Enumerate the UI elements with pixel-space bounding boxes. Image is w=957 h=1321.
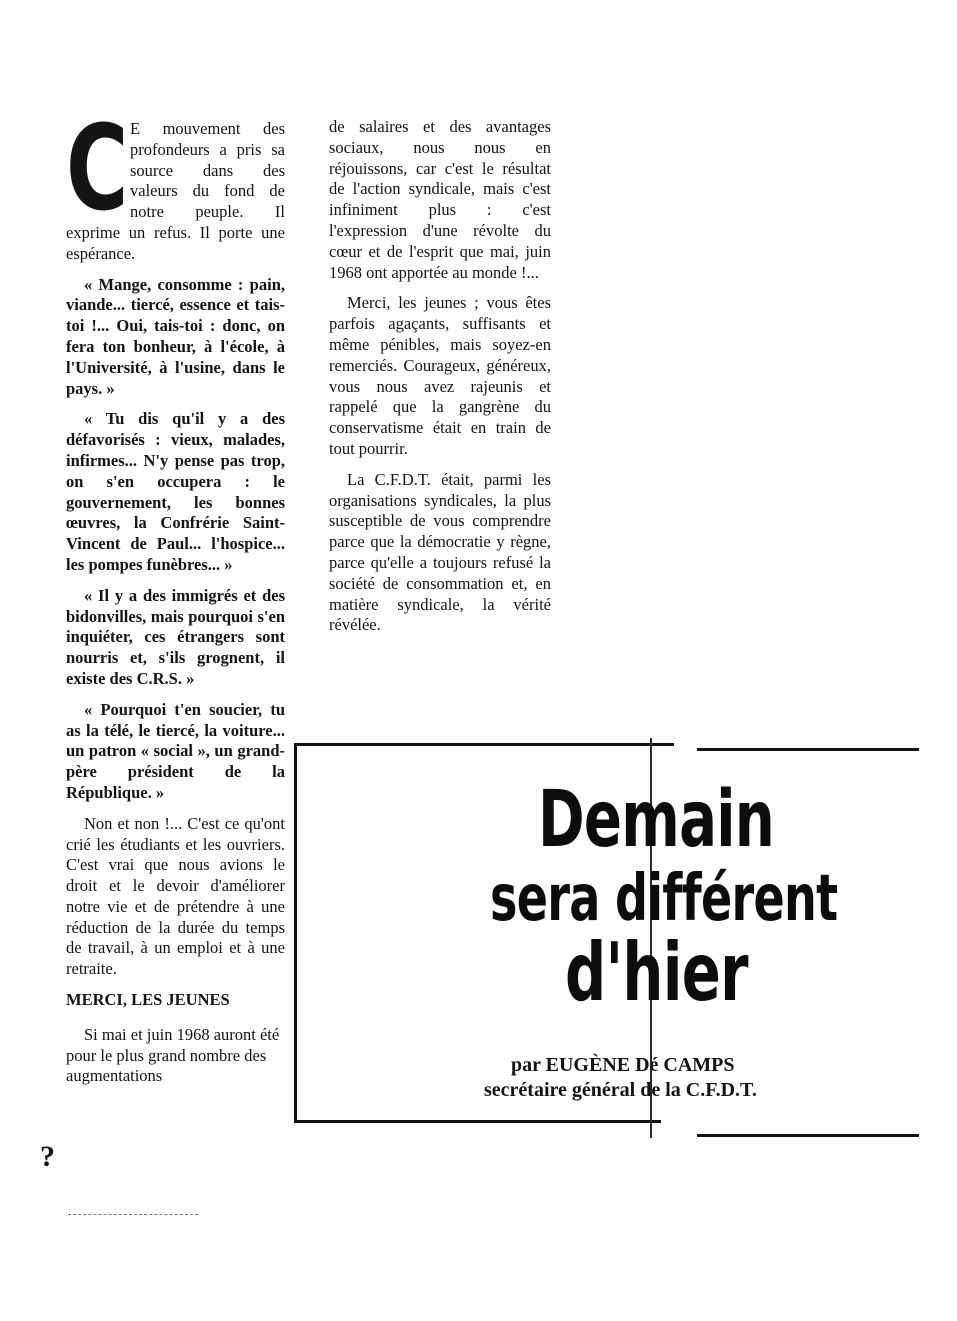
byline-role: secrétaire général de la C.F.D.T.: [484, 1079, 757, 1101]
title-box-top-rule-right: [697, 748, 919, 751]
headline-line-1: Demain: [538, 775, 775, 865]
subheading: MERCI, LES JEUNES: [66, 990, 230, 1010]
quote-4: « Pourquoi t'en soucier, tu as la télé, le tiercé, la voiture... un patron « social », un grand-père président de la République. »: [66, 699, 285, 802]
paragraph-salaires: de salaires et des avantages sociaux, nous nous en réjouissons, car c'est le résultat de l'action syndicale, mais c'est infiniment plus : c'est l'expression d'une révolte du cœur et de l'esprit que mai, juin 1968 ont apportée au monde !...: [329, 117, 551, 282]
smudge-line: [68, 1214, 198, 1215]
headline-line-2: sera différent: [490, 862, 838, 936]
quote-3: « Il y a des immigrés et des bidonvilles, mais pourquoi s'en inquiéter, ces étrangers sont nourris et, s'ils grognent, il existe des C.R.S. »: [66, 585, 285, 688]
paragraph-non-et-non: Non et non !... C'est ce qu'ont crié les étudiants et les ouvriers. C'est vrai que nous avions le droit et le devoir d'améliorer notre vie et de prétendre à une réduction de la durée du temps de travail, à un emploi et à une retraite.: [66, 813, 285, 979]
intro-text: E mouvement des profondeurs a pris sa source dans des valeurs du fond de notre peuple. Il exprime un refus. Il porte une espérance.: [66, 119, 285, 263]
title-box-left-rule: [294, 743, 297, 1122]
title-box-bottom-rule-right: [697, 1134, 919, 1137]
margin-question-mark: ?: [40, 1140, 55, 1173]
article-column-1: [66, 99, 285, 1097]
paragraph-si-mai: Si mai et juin 1968 auront été pour le plus grand nombre des augmentations: [66, 1024, 280, 1086]
title-box-top-rule: [294, 743, 674, 746]
headline-line-3: d'hier: [565, 926, 748, 1019]
drop-cap: C: [66, 99, 127, 237]
paragraph-cfdt: La C.F.D.T. était, parmi les organisations syndicales, la plus susceptible de vous comprendre parce que la démocratie y règne, parce qu'elle a toujours refusé la société de consommation et, en matière syndicale, la vérité révélée.: [329, 469, 551, 635]
title-box-bottom-rule: [294, 1120, 661, 1123]
intro-paragraph: [66, 99, 285, 265]
quote-1: « Mange, consomme : pain, viande... tiercé, essence et tais-toi !... Oui, tais-toi : donc, on fera ton bonheur, à l'école, à l'Université, à l'usine, dans le pays. »: [66, 274, 285, 398]
paragraph-merci: Merci, les jeunes ; vous êtes parfois agaçants, suffisants et même pénibles, mais soyez-en remerciés. Courageux, généreux, vous nous avez rajeunis et rappelé que la gangrène du conservatisme était en train de tout pourrir.: [329, 293, 551, 458]
article-column-2: [329, 117, 551, 646]
quote-2: « Tu dis qu'il y a des défavorisés : vieux, malades, infirmes... N'y pense pas trop, on s'en occupera : le gouvernement, les bonnes œuvres, la Confrérie Saint-Vincent de Paul... l'hospice... les pompes funèbres... »: [66, 409, 285, 574]
byline-author: par EUGÈNE Dé CAMPS: [511, 1054, 735, 1076]
